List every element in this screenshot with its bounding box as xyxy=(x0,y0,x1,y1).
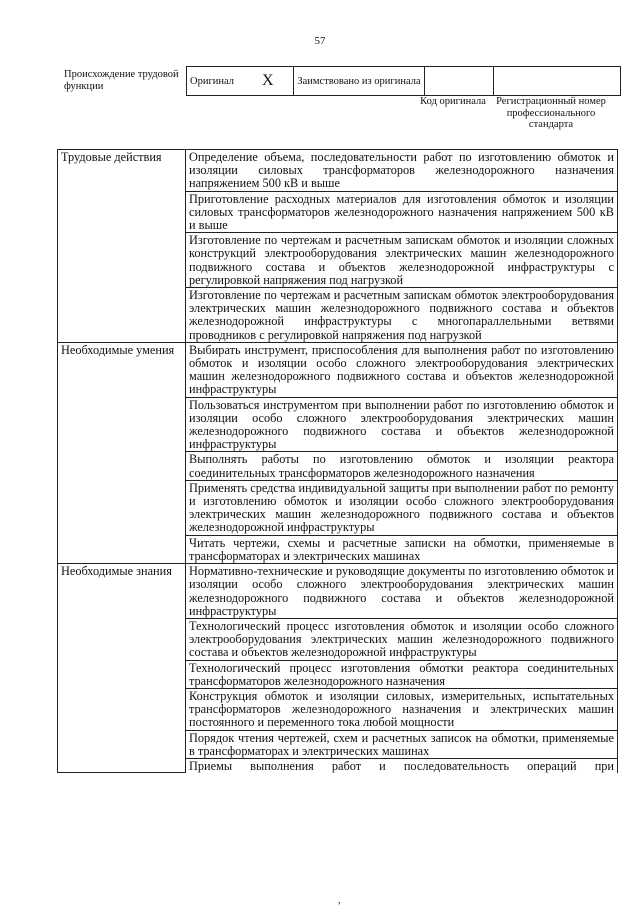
list-item: Изготовление по чертежам и расчетным запискам обмоток и изоляции сложных конструкций электрооборудования электрических машин железнодорожного подвижного состава и объектов железнодорожной инфраструктуры с регулировкой напряжения под нагрузкой xyxy=(186,233,618,288)
original-mark: X xyxy=(259,67,294,96)
list-item: Читать чертежи, схемы и расчетные записки на обмотки, применяемые в трансформаторах и электрических машинах xyxy=(186,535,618,563)
list-item: Приготовление расходных материалов для изготовления обмоток и изоляции силовых трансформаторов железнодорожного назначения напряжением 500 кВ и выше xyxy=(186,191,618,233)
page-number: 57 xyxy=(314,35,326,47)
section-label-actions: Трудовые действия xyxy=(58,150,186,343)
list-item: Выполнять работы по изготовлению обмоток и изоляции реактора соединительных трансформаторов железнодорожного назначения xyxy=(186,452,618,480)
section-label-knowledge: Необходимые знания xyxy=(58,564,186,773)
list-item xyxy=(186,758,618,773)
reg-number-caption: Регистрационный номер профессионального стандарта xyxy=(496,96,606,130)
scan-mark: , xyxy=(338,895,341,906)
section-label-skills: Необходимые умения xyxy=(58,342,186,563)
list-item: Нормативно-технические и руководящие документы по изготовлению обмоток и изоляции особо сложного электрооборудования электрических машин железнодорожного подвижного состава и объектов железнодорожной инфраструктуры xyxy=(186,564,618,619)
list-item: Определение объема, последовательности работ по изготовлению обмоток и изоляции силовых трансформаторов железнодорожного назначения напряжением 500 кВ и выше xyxy=(186,150,618,192)
code-cell xyxy=(425,67,494,96)
origin-table xyxy=(186,66,621,96)
table-row xyxy=(58,150,618,192)
list-item: Пользоваться инструментом при выполнении работ по изготовлению обмоток и изоляции особо сложного электрооборудования электрических машин железнодорожного подвижного состава и объектов железнодорожной инфраструктуры xyxy=(186,397,618,452)
function-table xyxy=(57,149,618,773)
reg-number-cell xyxy=(494,67,621,96)
list-item: Выбирать инструмент, приспособления для выполнения работ по изготовлению обмоток и изоляции особо сложного электрооборудования электрических машин железнодорожного подвижного состава и объектов железнодорожной инфраструктуры xyxy=(186,342,618,397)
list-item-text: Приемы выполнения работ и последовательность операций при xyxy=(189,759,614,773)
list-item: Применять средства индивидуальной защиты при выполнении работ по ремонту и изготовлению обмоток и изоляции особо сложного электрооборудования электрических машин железнодорожного подвижного состава и объектов железнодорожной инфраструктуры xyxy=(186,480,618,535)
list-item: Изготовление по чертежам и расчетным запискам обмоток электрооборудования электрических машин железнодорожного подвижного состава и объектов железнодорожной инфраструктуры с многопараллельными ветвями проводников с регулировкой напряжения под нагрузкой xyxy=(186,288,618,343)
table-row xyxy=(58,564,618,619)
original-cell: Оригинал xyxy=(187,67,260,96)
code-caption: Код оригинала xyxy=(420,96,486,107)
list-item: Конструкция обмоток и изоляции силовых, измерительных, испытательных трансформаторов железнодорожного назначения и электрических машин постоянного и переменного тока любой мощности xyxy=(186,688,618,730)
list-item: Технологический процесс изготовления обмотки реактора соединительных трансформаторов железнодорожного назначения xyxy=(186,660,618,688)
list-item: Технологический процесс изготовления обмоток и изоляции особо сложного электрооборудования электрических машин железнодорожного подвижного состава и объектов железнодорожной инфраструктуры xyxy=(186,618,618,660)
table-row xyxy=(58,342,618,397)
list-item: Порядок чтения чертежей, схем и расчетных записок на обмотки, применяемые в трансформаторах и электрических машинах xyxy=(186,730,618,758)
origin-label: Происхождение трудовой функции xyxy=(64,69,179,92)
borrowed-cell: Заимствовано из оригинала xyxy=(294,67,425,96)
